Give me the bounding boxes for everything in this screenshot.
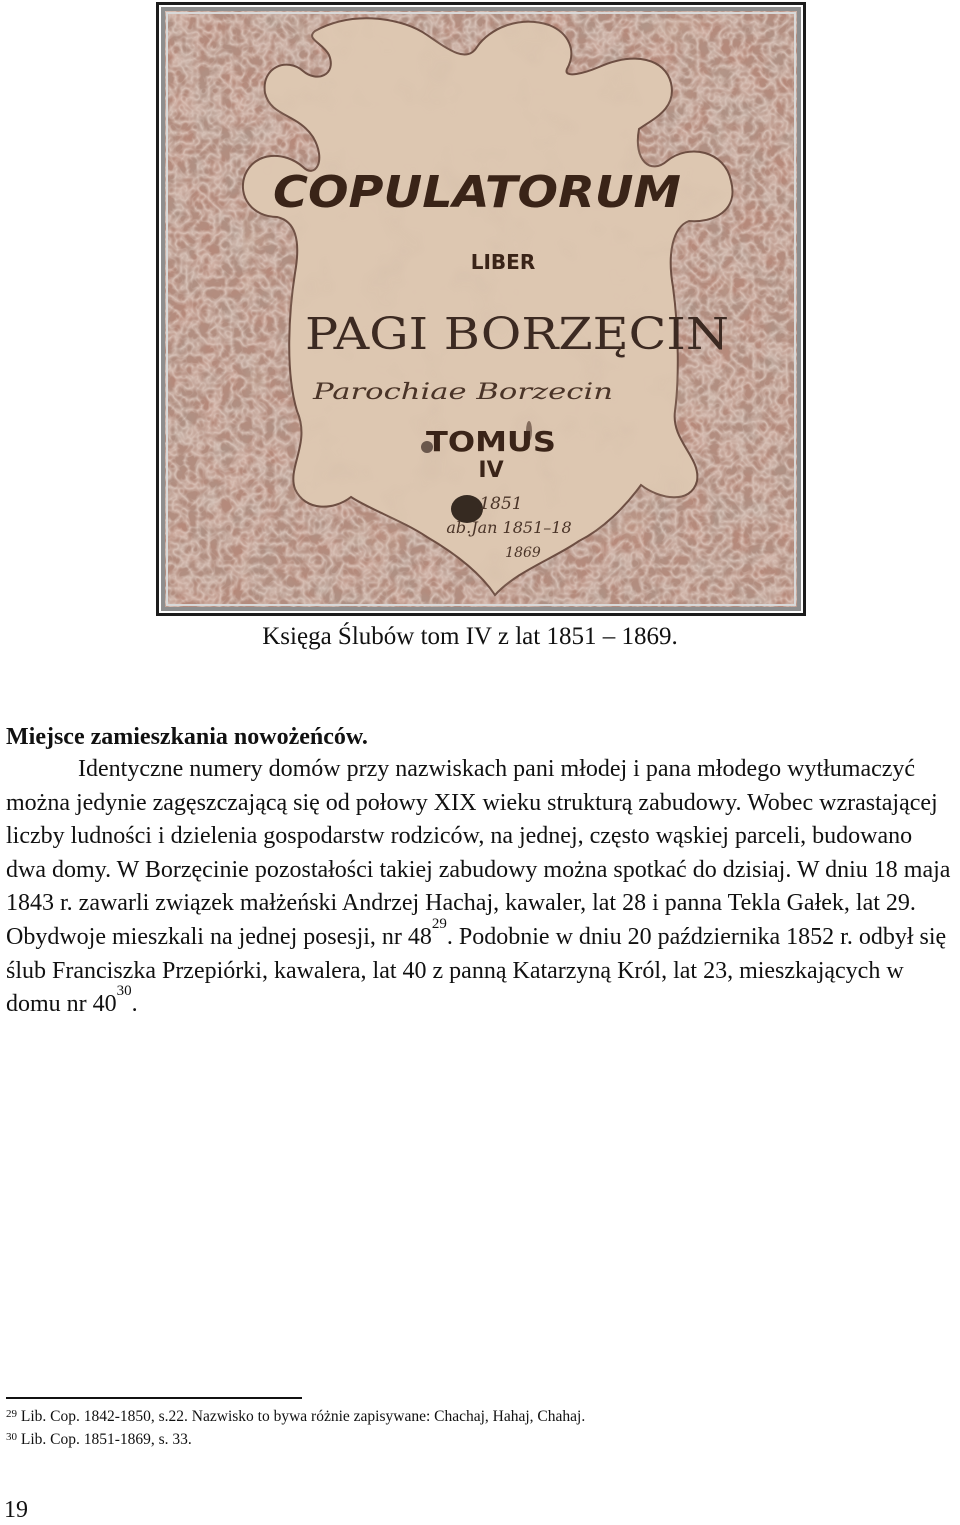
cover-title-parochiae: Parochiae Borzecin xyxy=(311,380,613,405)
figure-caption: Księga Ślubów tom IV z lat 1851 – 1869. xyxy=(262,623,678,650)
cover-title-tomus: TOMUS xyxy=(426,425,556,458)
cover-title-liber: LIBER xyxy=(470,250,536,274)
footnote-ref-30[interactable]: 30 xyxy=(116,983,132,1000)
body-paragraph xyxy=(6,753,956,1022)
footnote-ref-29[interactable]: 29 xyxy=(431,915,447,932)
cover-handwriting-3: 1869 xyxy=(505,545,541,561)
footnote-number: 30 xyxy=(6,1431,17,1443)
footnote-divider xyxy=(6,1397,302,1399)
cover-handwriting-1: 1851 xyxy=(479,494,523,514)
footnote-number: 29 xyxy=(6,1408,17,1420)
footnote-30 xyxy=(6,1430,192,1449)
section-heading: Miejsce zamieszkania nowożeńców. xyxy=(6,724,368,750)
paragraph-text-part-3: . xyxy=(131,991,138,1018)
cover-title-copulatorum: COPULATORUM xyxy=(273,167,681,218)
book-cover-photo xyxy=(156,2,806,616)
page-number: 19 xyxy=(4,1497,28,1523)
footnote-text: Lib. Cop. 1842-1850, s.22. Nazwisko to bywa różnie zapisywane: Chachaj, Hahaj, Chahaj. xyxy=(17,1408,586,1425)
paragraph-text-part-2: . Podobnie w dniu 20 października 1852 r. odbył się ślub Franciszka Przepiórki, kawalera, lat 40 z panną Katarzyną Król, lat 23, mieszkających w domu nr 40 xyxy=(6,923,947,1018)
book-cover-frame xyxy=(161,7,801,611)
footnote-29 xyxy=(6,1407,585,1426)
cover-title-iv: IV xyxy=(478,458,504,483)
paragraph-text-part-1: Identyczne numery domów przy nazwiskach pani młodej i pana młodego wytłumaczyć można jedynie zagęszczającą się od połowy XIX wieku strukturą zabudowy. Wobec wzrastającej liczby ludności i dzielenia gospodarstw rodziców, na jednej, często wąskiej parceli, budowano dwa domy. W Borzęcinie pozostałości takiej zabudowy można spotkać do dzisiaj. W dniu 18 maja 1843 r. zawarli związek małżeński Andrzej Hachaj, kawaler, lat 28 i panna Tekla Gałek, lat 29. Obydwoje mieszkali na jednej posesji, nr 48 xyxy=(6,756,951,950)
cover-title-pagi: PAGI BORZĘCIN xyxy=(305,309,729,360)
footnote-text: Lib. Cop. 1851-1869, s. 33. xyxy=(17,1431,192,1448)
cover-handwriting-2: ab.Jan 1851–18 xyxy=(446,518,572,537)
book-cover-image xyxy=(165,11,797,607)
